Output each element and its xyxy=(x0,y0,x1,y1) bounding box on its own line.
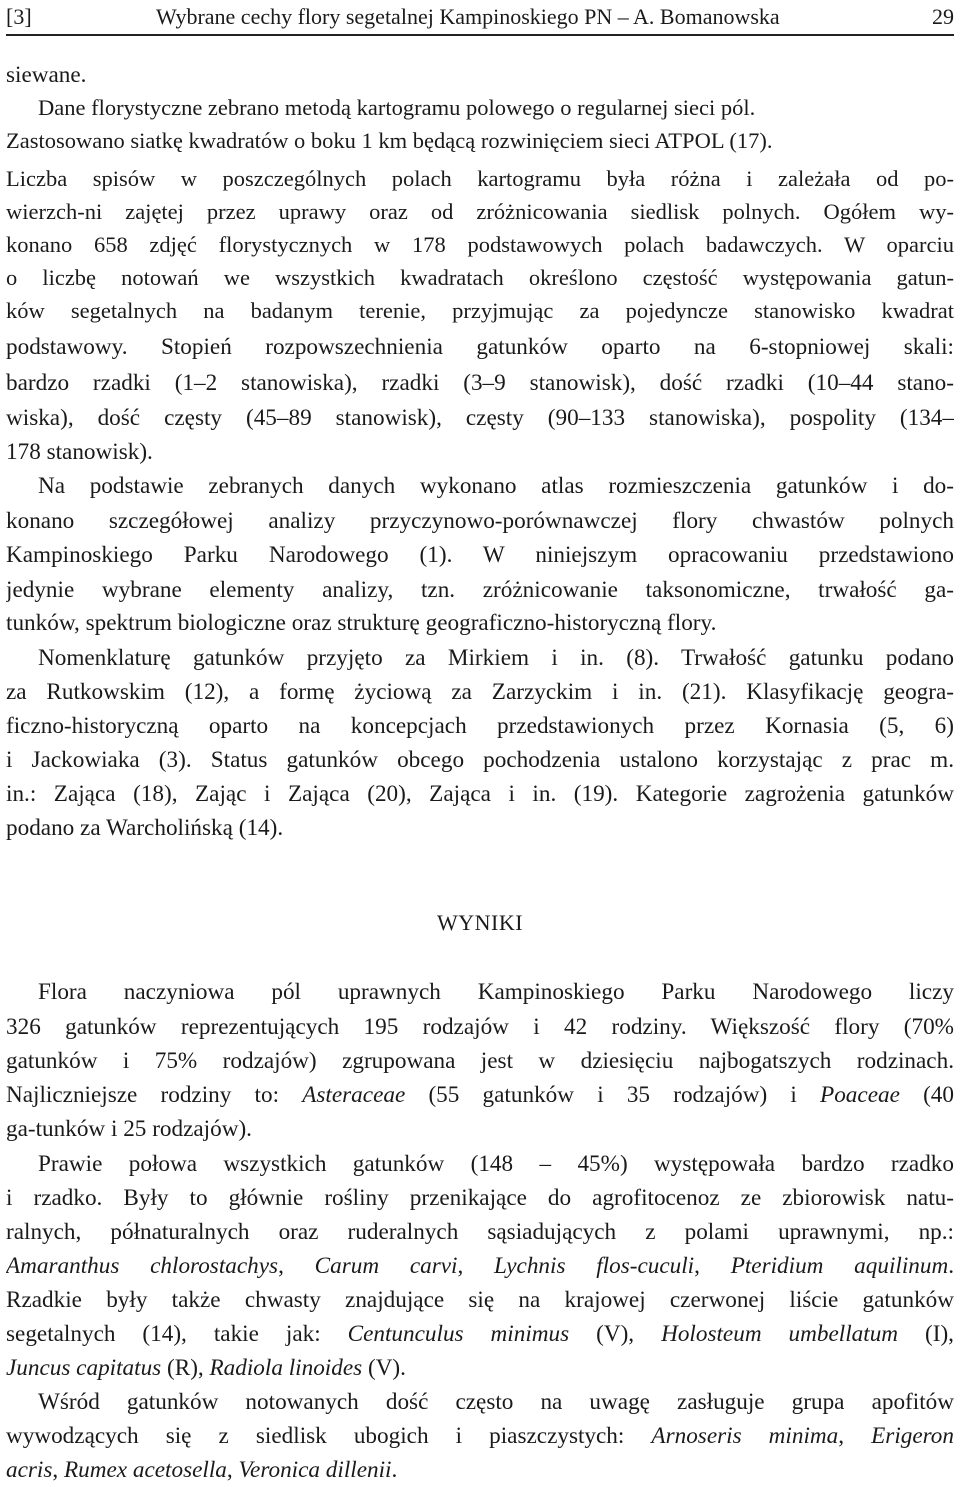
taxon-name: Pteridium aquilinum xyxy=(730,1253,949,1279)
taxon-name: Arnoseris minima xyxy=(651,1423,839,1449)
text-line: acris, Rumex acetosella, Veronica dillenii. xyxy=(6,1457,398,1483)
taxon-name: Juncus capitatus xyxy=(6,1355,162,1381)
text-line: 178 stanowisk). xyxy=(6,439,153,465)
taxon-name: Erigeron xyxy=(871,1423,954,1449)
text-line: gatunków i 75% rodzajów) zgrupowana jest w dziesięciu najbogatszych rodzinach. xyxy=(6,1048,954,1074)
text-line: ga-tunków i 25 rodzajów). xyxy=(6,1116,252,1142)
text-line: Rzadkie były także chwasty znajdujące się na krajowej czerwonej liście gatunków xyxy=(6,1287,954,1313)
text-line: i rzadko. Były to głównie rośliny przenikające do agrofitocenoz ze zbiorowisk natu- xyxy=(6,1185,954,1211)
running-header xyxy=(6,0,954,36)
taxon-name: Radiola linoides xyxy=(209,1355,363,1381)
text-line: konano szczegółowej analizy przyczynowo-porównawczej flory chwastów polnych xyxy=(6,508,954,534)
text-line: siewane. xyxy=(6,62,87,88)
text-line: wywodzących się z siedlisk ubogich i piaszczystych: Arnoseris minima, Erigeron xyxy=(6,1423,954,1449)
text-line: Wśród gatunków notowanych dość często na uwagę zasługuje grupa apofitów xyxy=(38,1389,954,1415)
text-line: i Jackowiaka (3). Status gatunków obcego pochodzenia ustalono korzystając z prac m. xyxy=(6,747,954,773)
text-line: wierzch-ni zajętej przez uprawy oraz od zróżnicowania siedlisk polnych. Ogółem wy- xyxy=(6,199,954,224)
taxon-name: Asteraceae xyxy=(302,1082,406,1108)
text-line: Kampinoskiego Parku Narodowego (1). W niniejszym opracowaniu przedstawiono xyxy=(6,542,954,568)
text-line: 326 gatunków reprezentujących 195 rodzajów i 42 rodziny. Większość flory (70% xyxy=(6,1014,954,1040)
text-line: o liczbę notowań we wszystkich kwadratach określono częstość występowania gatun- xyxy=(6,265,954,290)
text-line: Flora naczyniowa pól uprawnych Kampinoskiego Parku Narodowego liczy xyxy=(38,979,954,1005)
text-line: ków segetalnych na badanym terenie, przyjmując za pojedyncze stanowisko kwadrat xyxy=(6,298,954,323)
taxon-name: Lychnis flos-cuculi xyxy=(494,1253,695,1279)
text-line: podstawowy. Stopień rozpowszechnienia gatunków oparto na 6-stopniowej skali: xyxy=(6,334,954,360)
text-line: Najliczniejsze rodziny to: Asteraceae (55 gatunków i 35 rodzajów) i Poaceae (40 xyxy=(6,1082,954,1108)
text-line: Liczba spisów w poszczególnych polach kartogramu była różna i zależała od po- xyxy=(6,166,954,191)
text-line: in.: Zająca (18), Zając i Zająca (20), Zająca i in. (19). Kategorie zagrożenia gatunków xyxy=(6,781,954,807)
taxon-name: Holosteum umbellatum xyxy=(661,1321,899,1347)
text-line: podano za Warcholińską (14). xyxy=(6,815,284,841)
text-line: Prawie połowa wszystkich gatunków (148 – 45%) występowała bardzo rzadko xyxy=(38,1151,954,1177)
text-line: ralnych, półnaturalnych oraz ruderalnych sąsiadujących z polami uprawnymi, np.: xyxy=(6,1219,954,1245)
page-number: 29 xyxy=(932,4,954,29)
section-number: [3] xyxy=(6,4,32,29)
running-title: Wybrane cechy flory segetalnej Kampinoskiego PN – A. Bomanowska xyxy=(156,4,780,29)
text-line: tunków, spektrum biologiczne oraz strukturę geograficzno-historyczną flory. xyxy=(6,610,717,636)
text-line: jedynie wybrane elementy analizy, tzn. zróżnicowanie taksonomiczne, trwałość ga- xyxy=(6,577,954,603)
text-line: za Rutkowskim (12), a formę życiową za Zarzyckim i in. (21). Klasyfikację geogra- xyxy=(6,679,954,705)
taxon-name: Rumex acetosella xyxy=(63,1457,227,1483)
text-line: segetalnych (14), takie jak: Centunculus minimus (V), Holosteum umbellatum (I), xyxy=(6,1321,954,1347)
taxon-name: acris xyxy=(6,1457,53,1483)
text-line: Nomenklaturę gatunków przyjęto za Mirkiem i in. (8). Trwałość gatunku podano xyxy=(38,645,954,671)
taxon-name: Amaranthus chlorostachys xyxy=(6,1253,279,1279)
text-line: Amaranthus chlorostachys, Carum carvi, Lychnis flos-cuculi, Pteridium aquilinum. xyxy=(6,1253,954,1279)
text-line: Dane florystyczne zebrano metodą kartogramu polowego o regularnej sieci pól. xyxy=(38,95,756,120)
taxon-name: Poaceae xyxy=(820,1082,900,1108)
text-line: konano 658 zdjęć florystycznych w 178 podstawowych polach badawczych. W oparciu xyxy=(6,232,954,257)
text-line: Zastosowano siatkę kwadratów o boku 1 km będącą rozwinięciem sieci ATPOL (17). xyxy=(6,128,773,153)
text-line: ficzno-historyczną oparto na koncepcjach przedstawionych przez Kornasia (5, 6) xyxy=(6,713,954,739)
text-line: Juncus capitatus (R), Radiola linoides (V). xyxy=(6,1355,406,1381)
taxon-name: Veronica dillenii xyxy=(238,1457,392,1483)
section-heading: WYNIKI xyxy=(436,910,524,935)
taxon-name: Centunculus minimus xyxy=(347,1321,570,1347)
text-line: bardzo rzadki (1–2 stanowiska), rzadki (3–9 stanowisk), dość rzadki (10–44 stano- xyxy=(6,370,954,396)
text-line: wiska), dość częsty (45–89 stanowisk), częsty (90–133 stanowiska), pospolity (134– xyxy=(6,405,954,431)
text-line: Na podstawie zebranych danych wykonano atlas rozmieszczenia gatunków i do- xyxy=(38,473,954,499)
taxon-name: Carum carvi xyxy=(314,1253,458,1279)
